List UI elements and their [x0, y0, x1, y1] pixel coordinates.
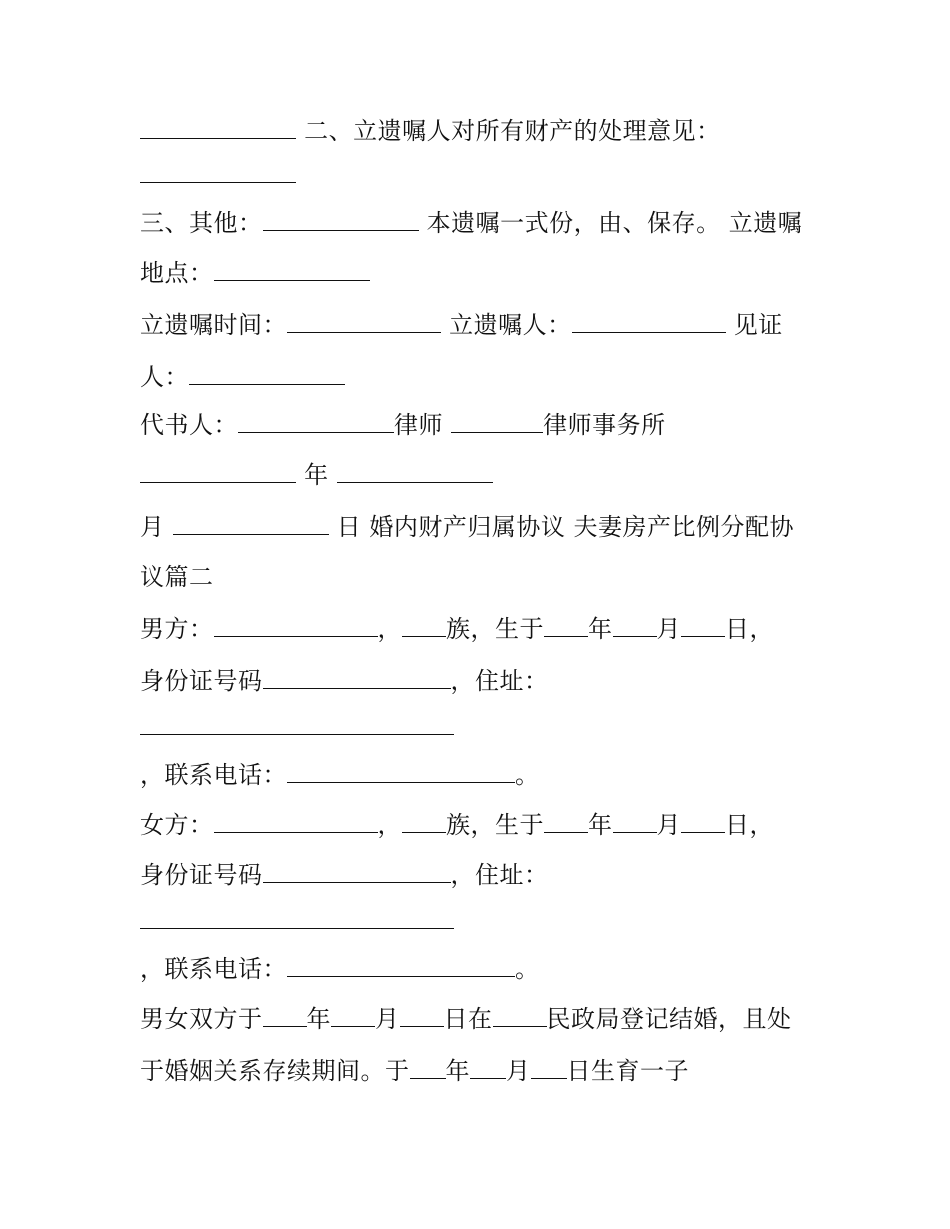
- fill-in-blank[interactable]: [331, 1004, 375, 1027]
- text-segment: 。: [515, 955, 540, 983]
- fill-in-blank[interactable]: [337, 460, 493, 483]
- text-segment: 身份证号码: [140, 861, 263, 889]
- text-line: [140, 1004, 792, 1034]
- text-line: [140, 362, 345, 392]
- text-segment: 于婚姻关系存续期间。于: [140, 1057, 410, 1085]
- text-segment: 身份证号码: [140, 667, 263, 695]
- fill-in-blank[interactable]: [287, 760, 515, 783]
- fill-in-blank[interactable]: [493, 1004, 547, 1027]
- text-segment: 立遗嘱时间：: [140, 311, 287, 339]
- text-line: [140, 310, 783, 340]
- text-segment: 男女双方于: [140, 1005, 263, 1033]
- text-segment: 月: [656, 811, 681, 839]
- text-segment: 日，: [725, 615, 774, 643]
- fill-in-blank[interactable]: [410, 1056, 446, 1079]
- text-segment: 日，: [725, 811, 774, 839]
- text-segment: 年: [306, 1005, 331, 1033]
- text-line: [140, 666, 549, 696]
- text-segment: 日 婚内财产归属协议 夫妻房产比例分配协: [328, 513, 795, 541]
- fill-in-blank[interactable]: [544, 614, 588, 637]
- fill-in-blank[interactable]: [140, 906, 454, 929]
- fill-in-blank[interactable]: [531, 1056, 567, 1079]
- text-segment: 年: [445, 1057, 470, 1085]
- fill-in-blank[interactable]: [572, 310, 726, 333]
- text-line: [140, 712, 454, 742]
- text-segment: 本遗嘱一式份，由、保存。 立遗嘱: [418, 209, 803, 237]
- fill-in-blank[interactable]: [613, 614, 657, 637]
- text-line: [140, 410, 666, 440]
- text-segment: 。: [515, 761, 540, 789]
- fill-in-blank[interactable]: [263, 666, 451, 689]
- text-segment: 二、立遗嘱人对所有财产的处理意见：: [296, 117, 721, 145]
- text-segment: 日在: [443, 1005, 493, 1033]
- text-line: [140, 460, 493, 490]
- text-segment: ，联系电话：: [140, 761, 287, 789]
- text-segment: 族，生于: [446, 811, 544, 839]
- fill-in-blank[interactable]: [173, 512, 329, 535]
- text-line: [140, 614, 774, 644]
- fill-in-blank[interactable]: [681, 810, 725, 833]
- text-segment: 代书人：: [140, 411, 238, 439]
- fill-in-blank[interactable]: [189, 362, 345, 385]
- text-segment: ，住址：: [450, 667, 549, 695]
- text-segment: 见证: [725, 311, 783, 339]
- fill-in-blank[interactable]: [214, 614, 378, 637]
- text-segment: 月: [375, 1005, 400, 1033]
- text-line: [140, 954, 540, 984]
- text-segment: 三、其他：: [140, 209, 263, 237]
- fill-in-blank[interactable]: [214, 810, 378, 833]
- text-line: [140, 160, 296, 190]
- fill-in-blank[interactable]: [263, 1004, 307, 1027]
- text-segment: 男方：: [140, 615, 214, 643]
- text-line: [140, 760, 540, 790]
- text-segment: ，住址：: [450, 861, 549, 889]
- text-segment: 年: [588, 615, 613, 643]
- text-segment: 月: [656, 615, 681, 643]
- text-line: [140, 810, 774, 840]
- text-segment: 月: [140, 513, 173, 541]
- fill-in-blank[interactable]: [451, 410, 543, 433]
- fill-in-blank[interactable]: [544, 810, 588, 833]
- text-segment: 地点：: [140, 259, 214, 287]
- fill-in-blank[interactable]: [263, 860, 451, 883]
- fill-in-blank[interactable]: [140, 116, 296, 139]
- fill-in-blank[interactable]: [470, 1056, 506, 1079]
- text-line: [140, 208, 802, 238]
- fill-in-blank[interactable]: [402, 810, 446, 833]
- fill-in-blank[interactable]: [402, 614, 446, 637]
- text-segment: 年: [296, 461, 337, 489]
- fill-in-blank[interactable]: [400, 1004, 444, 1027]
- text-segment: 立遗嘱人：: [441, 311, 572, 339]
- text-segment: ，: [377, 615, 402, 643]
- fill-in-blank[interactable]: [613, 810, 657, 833]
- fill-in-blank[interactable]: [140, 160, 296, 183]
- fill-in-blank[interactable]: [214, 258, 370, 281]
- text-segment: 月: [506, 1057, 531, 1085]
- text-segment: 女方：: [140, 811, 214, 839]
- section-heading: 议篇二: [140, 563, 214, 591]
- fill-in-blank[interactable]: [140, 712, 454, 735]
- fill-in-blank[interactable]: [681, 614, 725, 637]
- text-line: [140, 1056, 689, 1086]
- text-line: [140, 906, 454, 936]
- text-line: [140, 562, 214, 592]
- text-segment: ，: [377, 811, 402, 839]
- fill-in-blank[interactable]: [140, 460, 296, 483]
- text-segment: 律师: [394, 411, 452, 439]
- text-segment: 族，生于: [446, 615, 544, 643]
- fill-in-blank[interactable]: [287, 954, 515, 977]
- text-segment: 人：: [140, 363, 189, 391]
- fill-in-blank[interactable]: [263, 208, 419, 231]
- text-line: [140, 860, 549, 890]
- text-segment: ，联系电话：: [140, 955, 287, 983]
- text-line: [140, 512, 794, 542]
- fill-in-blank[interactable]: [238, 410, 394, 433]
- fill-in-blank[interactable]: [287, 310, 441, 333]
- text-segment: 民政局登记结婚，且处: [546, 1005, 792, 1033]
- text-segment: 年: [588, 811, 613, 839]
- text-line: [140, 116, 721, 146]
- text-segment: 日生育一子: [566, 1057, 689, 1085]
- text-segment: 律师事务所: [543, 411, 666, 439]
- text-line: [140, 258, 370, 288]
